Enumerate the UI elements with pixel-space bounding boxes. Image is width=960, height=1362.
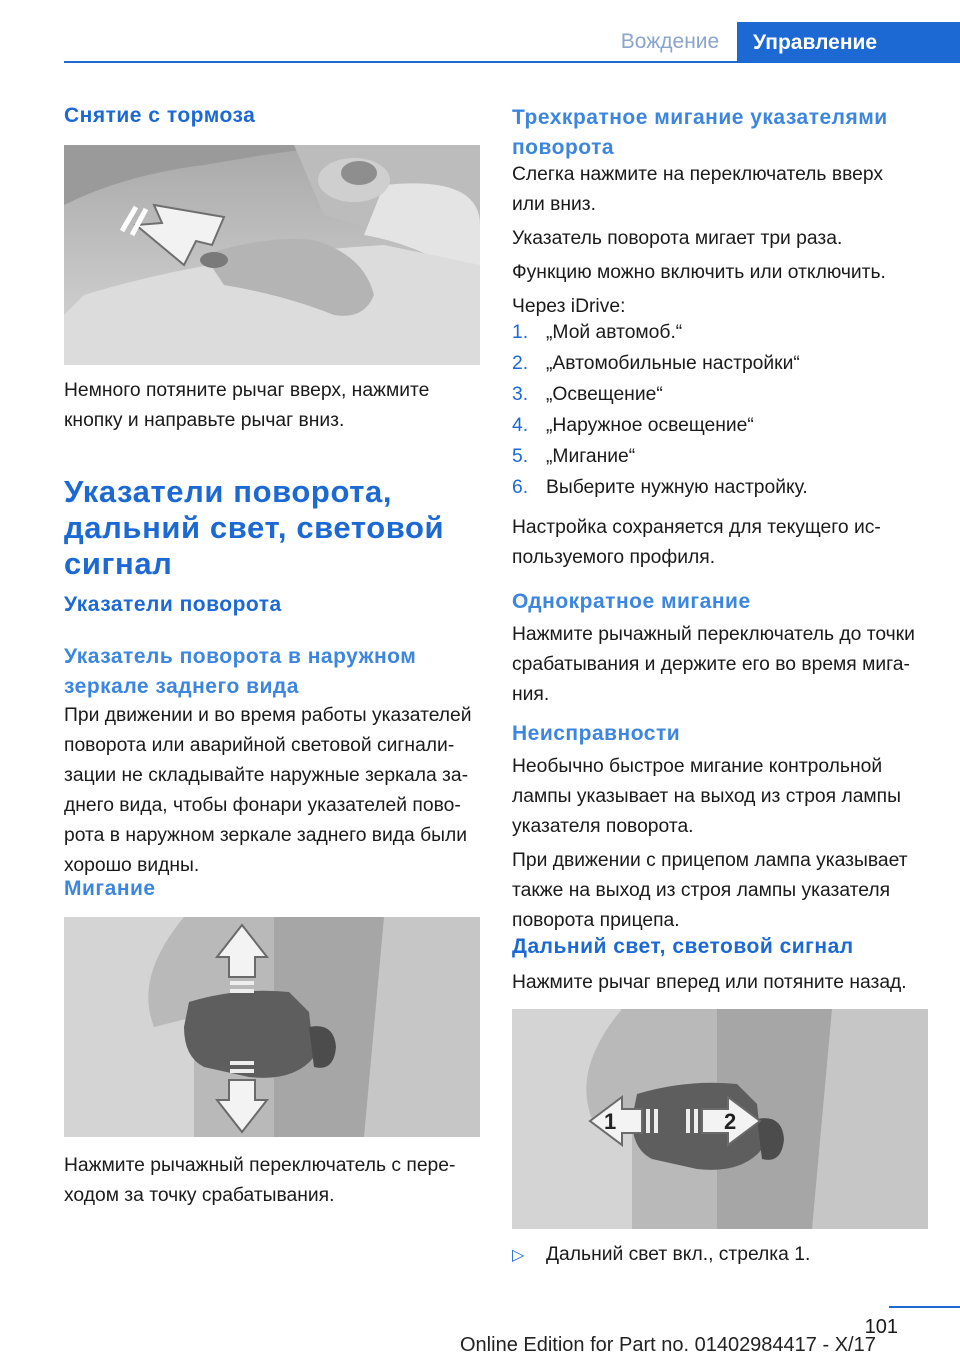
heading-malfunctions: Неисправности: [512, 722, 681, 745]
heading-brake-release: Снятие с тормоза: [64, 104, 256, 127]
heading-turn-signals: Указатели поворота: [64, 593, 282, 616]
arrow-1-label: 1: [604, 1109, 617, 1134]
malfunctions-text: Необычно быстрое мигание контрольной лампы указывает на выход из строя лампы указателя поворота. При движении с прицепом лампа указывает также на выход из строя лампы указателя поворота прицепа.: [512, 756, 908, 931]
parking-brake-image: [64, 145, 480, 365]
heading-high-beam: Дальний свет, световой сигнал: [512, 935, 854, 958]
footer-rule: [889, 1306, 960, 1308]
arrow-2-label: 2: [724, 1109, 737, 1134]
turn-signal-lever-image: [64, 917, 480, 1137]
heading-mirror-indicator: Указатель поворота в наружном зеркале заднего вида: [64, 645, 417, 698]
heading-single-blink: Однократное мигание: [512, 590, 751, 613]
heading-triple-blink: Трехкратное мигание указателями поворота: [512, 106, 888, 159]
list-item: 1. „Мой автомоб.“: [512, 322, 683, 343]
high-beam-lever-image: [512, 1009, 928, 1229]
mirror-indicator-text: При движении и во время работы указателей поворота или аварийной световой сигнали- зации не складывайте наружные зеркала за- днего вида, чтобы фонари указателей пово- рота в наружном зеркале заднего вида были хорошо видны.: [64, 705, 472, 876]
tab-controls[interactable]: Управление: [737, 22, 960, 63]
triangle-bullet-icon: ▷: [512, 1247, 525, 1264]
single-blink-text: Нажмите рычажный переключатель до точки срабатывания и держите его во время мига- ния.: [512, 624, 915, 705]
tab-driving[interactable]: Вождение: [620, 30, 720, 53]
brake-caption: Немного потяните рычаг вверх, нажмите кнопку и направьте рычаг вниз.: [64, 380, 430, 431]
setting-saved-note: Настройка сохраняется для текущего ис- пользуемого профиля.: [512, 517, 881, 568]
edition-note: Online Edition for Part no. 01402984417 - X/17: [460, 1334, 876, 1356]
list-item: 4. „Наружное освещение“: [512, 415, 754, 436]
page-number: 101: [864, 1316, 898, 1338]
high-beam-text: Нажмите рычаг вперед или потяните назад.: [512, 972, 907, 993]
heading-blinking: Мигание: [64, 877, 156, 900]
high-beam-bullet: ▷ Дальний свет вкл., стрелка 1.: [512, 1240, 810, 1271]
blink-caption: Нажмите рычажный переключатель с пере- ходом за точку срабатывания.: [64, 1155, 456, 1206]
idrive-steps-list: [512, 317, 808, 503]
list-item: 2. „Автомобильные настройки“: [512, 353, 800, 374]
chapter-title: Указатели поворота, дальний свет, световой сигнал: [64, 474, 445, 581]
header-rule: [64, 61, 960, 63]
list-item: 5. „Мигание“: [512, 446, 636, 467]
list-item: 3. „Освещение“: [512, 384, 663, 405]
list-item: 6. Выберите нужную настройку.: [512, 477, 808, 498]
triple-blink-text: Слегка нажмите на переключатель вверх или вниз. Указатель поворота мигает три раза. Функцию можно включить или отключить. Через iDrive:: [512, 164, 886, 317]
